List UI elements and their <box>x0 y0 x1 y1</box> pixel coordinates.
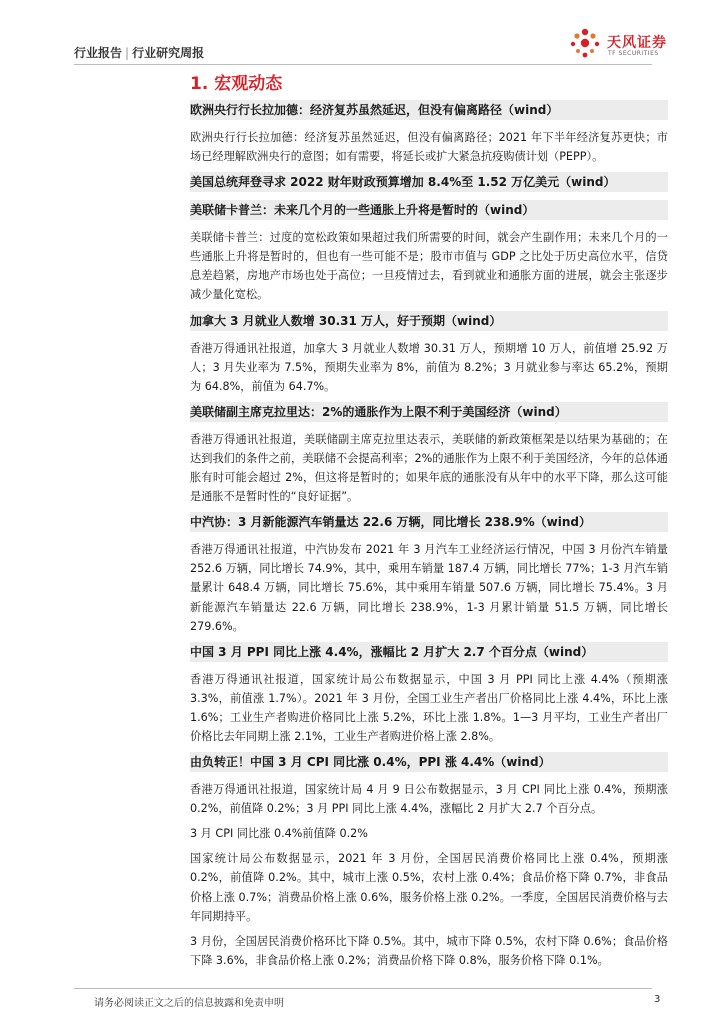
news-item <box>190 512 668 635</box>
news-paragraph: 香港万得通讯社报道，加拿大 3 月就业人数增 30.31 万人，预期增 10 万人，前值增 25.92 万人；3 月失业率为 7.5%，预期失业率为 8%，前值为 8.2%；3 月就业参与率达 65.2%，预期为 64.8%，前值为 64.7%。 <box>190 341 668 393</box>
news-item <box>190 402 668 506</box>
news-paragraph: 香港万得通讯社报道，美联储副主席克拉里达表示，美联储的新政策框架是以结果为基础的；在达到我们的条件之前，美联储不会提高利率；2%的通胀作为上限不利于美国经济，今年的总体通胀有时可能会超过 2%，但这将是暂时的；如果年底的通胀没有从年中的水平下降，那么这可能是通胀不是暂时性的“良好证据”。 <box>190 432 668 504</box>
logo-name-cn: 天风证券 <box>607 35 667 51</box>
news-item <box>190 752 668 970</box>
news-item <box>190 100 668 166</box>
news-item <box>190 311 668 396</box>
news-headline: 由负转正！中国 3 月 CPI 同比涨 0.4%，PPI 涨 4.4%（wind） <box>190 752 668 772</box>
news-item <box>190 642 668 746</box>
footer-disclaimer: 请务必阅读正文之后的信息披露和免责申明 <box>94 998 284 1009</box>
logo-name-en: TF SECURITIES <box>608 50 659 57</box>
report-body <box>190 72 668 976</box>
news-paragraph: 美联储卡普兰：过度的宽松政策如果超过我们所需要的时间，就会产生副作用；未来几个月的一些通胀上升将是暂时的，但也有一些可能不是；股市市值与 GDP 之比处于历史高位水平，信贷息差趋紧，房地产市场也处于高位；一旦疫情过去，看到就业和通胀方面的进展，就会主张逐步减少量化宽松。 <box>190 231 668 302</box>
header-subcategory: 行业研究周报 <box>132 46 205 60</box>
news-item <box>190 200 668 304</box>
news-paragraph: 欧洲央行行长拉加德：经济复苏虽然延迟，但没有偏离路径；2021 年下半年经济复苏更快；市场已经理解欧洲央行的意图；如有需要，将延长或扩大紧急抗疫购债计划（PEPP）。 <box>190 131 668 164</box>
news-paragraph: 国家统计局公布数据显示，2021 年 3 月份，全国居民消费价格同比上涨 0.4%，预期涨 0.2%，前值降 0.2%。其中，城市上涨 0.5%，农村上涨 0.4%；食品价格下降 0.7%，非食品价格上涨 0.7%；消费品价格上涨 0.6%，服务价格上涨 0.2%。一季度，全国居民消费价格与去年同期持平。 <box>190 852 668 923</box>
company-logo <box>565 26 685 62</box>
news-headline: 中国 3 月 PPI 同比上涨 4.4%，涨幅比 2 月扩大 2.7 个百分点（wind） <box>190 642 668 662</box>
header-divider <box>74 64 652 65</box>
header-separator: | <box>125 46 130 60</box>
news-headline: 欧洲央行行长拉加德：经济复苏虽然延迟，但没有偏离路径（wind） <box>190 100 668 120</box>
news-headline: 加拿大 3 月就业人数增 30.31 万人，好于预期（wind） <box>190 311 668 331</box>
report-header <box>74 44 204 61</box>
news-headline: 中汽协：3 月新能源汽车销量达 22.6 万辆，同比增长 238.9%（wind） <box>190 512 668 532</box>
news-headline: 美联储卡普兰：未来几个月的一些通胀上升将是暂时的（wind） <box>190 200 668 220</box>
section-title: 1. 宏观动态 <box>190 74 283 94</box>
news-paragraph: 3 月 CPI 同比涨 0.4%前值降 0.2% <box>190 827 368 841</box>
page-number: 3 <box>654 994 661 1005</box>
news-paragraph: 香港万得通讯社报道，国家统计局 4 月 9 日公布数据显示，3 月 CPI 同比上涨 0.4%，预期涨 0.2%，前值降 0.2%；3 月 PPI 同比上涨 4.4%，涨幅比 2 月扩大 2.7 个百分点。 <box>190 783 668 816</box>
tf-securities-logo-icon <box>565 26 605 62</box>
news-paragraph: 3 月份，全国居民消费价格环比下降 0.5%。其中，城市下降 0.5%，农村下降 0.6%；食品价格下降 3.6%，非食品价格上涨 0.2%；消费品价格下降 0.8%，服务价格下降 0.1%。 <box>190 934 668 967</box>
news-paragraph: 香港万得通讯社报道，中汽协发布 2021 年 3 月汽车工业经济运行情况，中国 3 月份汽车销量 252.6 万辆，同比增长 74.9%，其中，乘用车销量 187.4 万辆，同比增长 77%；1-3 月汽车销量累计 648.4 万辆，同比增长 75.6%，其中乘用车销量 507.6 万辆，同比增长 75.4%。3 月新能源汽车销量达 22.6 万辆，同比增长 238.9%，1-3 月累计销量 51.5 万辆，同比增长 279.6%。 <box>190 543 668 633</box>
news-paragraph: 香港万得通讯社报道，国家统计局公布数据显示，中国 3 月 PPI 同比上涨 4.4%（预期涨 3.3%，前值涨 1.7%）。2021 年 3 月份，全国工业生产者出厂价格同比上涨 4.4%，环比上涨 1.6%；工业生产者购进价格同比上涨 5.2%，环比上涨 1.8%。1—3 月平均，工业生产者出厂价格比去年同期上涨 2.1%，工业生产者购进价格上涨 2.8%。 <box>190 672 668 743</box>
news-item <box>190 172 668 192</box>
news-headline: 美联储副主席克拉里达：2%的通胀作为上限不利于美国经济（wind） <box>190 402 668 422</box>
footer-divider <box>74 988 652 989</box>
header-category: 行业报告 <box>74 46 123 60</box>
news-headline: 美国总统拜登寻求 2022 财年财政预算增加 8.4%至 1.52 万亿美元（wind） <box>190 172 668 192</box>
